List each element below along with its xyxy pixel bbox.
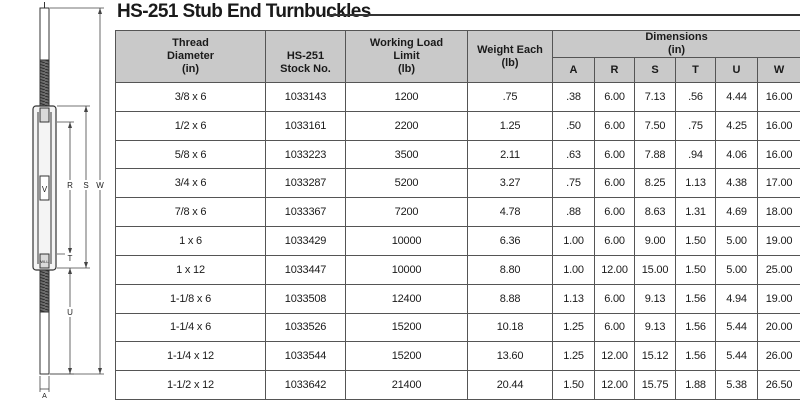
spec-table <box>115 30 800 400</box>
body-mark-wll: WLL <box>40 259 49 264</box>
dim-u-cell: 4.06 <box>716 140 758 169</box>
bottom-stub <box>40 312 49 374</box>
dim-w-cell: 19.00 <box>758 284 800 313</box>
dim-r-cell: 6.00 <box>595 284 635 313</box>
dim-a-cell: 1.50 <box>553 371 595 400</box>
table-row <box>116 111 800 140</box>
header-thread-diameter: Thread Diameter (in) <box>116 31 266 83</box>
table-row <box>116 83 800 112</box>
spec-table-body <box>116 83 800 400</box>
dim-s-cell: 15.12 <box>635 342 676 371</box>
dim-r-cell: 6.00 <box>595 169 635 198</box>
dim-label-r: R <box>67 181 73 190</box>
stock-no-cell: 1033447 <box>266 255 346 284</box>
table-row <box>116 255 800 284</box>
table-row <box>116 140 800 169</box>
dim-w-cell: 16.00 <box>758 140 800 169</box>
thread-diameter-cell: 1 x 12 <box>116 255 266 284</box>
stock-no-cell: 1033544 <box>266 342 346 371</box>
stock-no-cell: 1033223 <box>266 140 346 169</box>
table-row <box>116 371 800 400</box>
dim-u-cell: 5.38 <box>716 371 758 400</box>
dim-w-cell: 18.00 <box>758 198 800 227</box>
header-dim-u: U <box>716 58 758 83</box>
dim-u-cell: 4.44 <box>716 83 758 112</box>
dim-label-u: U <box>67 308 73 317</box>
dim-s-cell: 7.88 <box>635 140 676 169</box>
dim-a-cell: .38 <box>553 83 595 112</box>
dim-r-cell: 6.00 <box>595 140 635 169</box>
top-stub <box>40 8 49 60</box>
working-load-cell: 3500 <box>346 140 468 169</box>
weight-cell: 3.27 <box>468 169 553 198</box>
top-thread <box>40 60 49 106</box>
dim-t-cell: .56 <box>676 83 716 112</box>
dim-s-cell: 7.13 <box>635 83 676 112</box>
weight-cell: 13.60 <box>468 342 553 371</box>
thread-diameter-cell: 1/2 x 6 <box>116 111 266 140</box>
working-load-cell: 1200 <box>346 83 468 112</box>
header-dim-t: T <box>676 58 716 83</box>
dim-s-cell: 8.63 <box>635 198 676 227</box>
dim-u-cell: 5.44 <box>716 342 758 371</box>
working-load-cell: 15200 <box>346 342 468 371</box>
dim-w-cell: 26.00 <box>758 342 800 371</box>
title-rule <box>327 14 800 16</box>
working-load-cell: 12400 <box>346 284 468 313</box>
working-load-cell: 21400 <box>346 371 468 400</box>
thread-diameter-cell: 5/8 x 6 <box>116 140 266 169</box>
dim-w-cell: 16.00 <box>758 111 800 140</box>
working-load-cell: 10000 <box>346 227 468 256</box>
working-load-cell: 7200 <box>346 198 468 227</box>
dim-s-cell: 7.50 <box>635 111 676 140</box>
dim-a-cell: 1.13 <box>553 284 595 313</box>
dim-s-cell: 9.00 <box>635 227 676 256</box>
thread-diameter-cell: 1-1/4 x 12 <box>116 342 266 371</box>
dim-w-cell: 17.00 <box>758 169 800 198</box>
dim-t-cell: 1.88 <box>676 371 716 400</box>
table-row <box>116 227 800 256</box>
dim-a-cell: 1.00 <box>553 227 595 256</box>
dim-t-cell: 1.56 <box>676 342 716 371</box>
stock-no-cell: 1033508 <box>266 284 346 313</box>
page-title: HS-251 Stub End Turnbuckles <box>117 1 371 22</box>
dim-s-cell: 15.75 <box>635 371 676 400</box>
dim-t-cell: 1.50 <box>676 227 716 256</box>
table-row <box>116 342 800 371</box>
working-load-cell: 2200 <box>346 111 468 140</box>
dim-r-cell: 6.00 <box>595 198 635 227</box>
dim-s-cell: 8.25 <box>635 169 676 198</box>
weight-cell: .75 <box>468 83 553 112</box>
dim-u-cell: 4.69 <box>716 198 758 227</box>
dim-s-cell: 9.13 <box>635 284 676 313</box>
stock-no-cell: 1033161 <box>266 111 346 140</box>
weight-cell: 8.88 <box>468 284 553 313</box>
dim-a-cell: .50 <box>553 111 595 140</box>
thread-diameter-cell: 1-1/8 x 6 <box>116 284 266 313</box>
body-mark-v: V <box>41 185 48 194</box>
weight-cell: 20.44 <box>468 371 553 400</box>
dim-a-cell: 1.25 <box>553 313 595 342</box>
thread-diameter-cell: 1 x 6 <box>116 227 266 256</box>
weight-cell: 10.18 <box>468 313 553 342</box>
turnbuckle-diagram <box>0 0 112 400</box>
dim-r-cell: 12.00 <box>595 342 635 371</box>
dim-a-cell: 1.25 <box>553 342 595 371</box>
header-dim-w: W <box>758 58 800 83</box>
stock-no-cell: 1033367 <box>266 198 346 227</box>
table-row <box>116 169 800 198</box>
header-dim-a: A <box>553 58 595 83</box>
working-load-cell: 15200 <box>346 313 468 342</box>
weight-cell: 2.11 <box>468 140 553 169</box>
stock-no-cell: 1033526 <box>266 313 346 342</box>
dim-label-s: S <box>83 181 89 190</box>
header-weight-each: Weight Each (lb) <box>468 31 553 83</box>
table-row <box>116 198 800 227</box>
dim-r-cell: 6.00 <box>595 111 635 140</box>
header-working-load-limit: Working Load Limit (lb) <box>346 31 468 83</box>
dim-w-cell: 26.50 <box>758 371 800 400</box>
dim-a-cell: .63 <box>553 140 595 169</box>
header-dim-s: S <box>635 58 676 83</box>
dim-s-cell: 15.00 <box>635 255 676 284</box>
dim-r-cell: 6.00 <box>595 227 635 256</box>
dim-a-cell: 1.00 <box>553 255 595 284</box>
dim-t-cell: 1.31 <box>676 198 716 227</box>
weight-cell: 8.80 <box>468 255 553 284</box>
dim-t-cell: 1.50 <box>676 255 716 284</box>
stock-no-cell: 1033642 <box>266 371 346 400</box>
dim-label-a: A <box>42 393 47 400</box>
dim-r-cell: 6.00 <box>595 313 635 342</box>
table-row <box>116 313 800 342</box>
header-dimensions: Dimensions (in) <box>553 31 800 58</box>
weight-cell: 1.25 <box>468 111 553 140</box>
dim-r-cell: 12.00 <box>595 371 635 400</box>
thread-diameter-cell: 3/8 x 6 <box>116 83 266 112</box>
dim-a-cell: .88 <box>553 198 595 227</box>
dim-u-cell: 5.44 <box>716 313 758 342</box>
dim-w-cell: 20.00 <box>758 313 800 342</box>
stock-no-cell: 1033143 <box>266 83 346 112</box>
dim-t-cell: .94 <box>676 140 716 169</box>
dim-w-cell: 19.00 <box>758 227 800 256</box>
table-row <box>116 284 800 313</box>
dim-u-cell: 4.25 <box>716 111 758 140</box>
thread-diameter-cell: 7/8 x 6 <box>116 198 266 227</box>
dim-w-cell: 16.00 <box>758 83 800 112</box>
thread-diameter-cell: 1-1/2 x 12 <box>116 371 266 400</box>
working-load-cell: 10000 <box>346 255 468 284</box>
dim-u-cell: 5.00 <box>716 227 758 256</box>
dim-t-cell: 1.13 <box>676 169 716 198</box>
dim-u-cell: 5.00 <box>716 255 758 284</box>
thread-diameter-cell: 1-1/4 x 6 <box>116 313 266 342</box>
dim-t-cell: 1.56 <box>676 284 716 313</box>
dim-t-cell: .75 <box>676 111 716 140</box>
dim-s-cell: 9.13 <box>635 313 676 342</box>
weight-cell: 4.78 <box>468 198 553 227</box>
header-stock-no: HS-251 Stock No. <box>266 31 346 83</box>
dim-u-cell: 4.94 <box>716 284 758 313</box>
dim-t-cell: 1.56 <box>676 313 716 342</box>
dim-label-w: W <box>96 181 104 190</box>
bottom-thread <box>40 270 49 312</box>
working-load-cell: 5200 <box>346 169 468 198</box>
title-bar <box>115 0 800 30</box>
dim-w-cell: 25.00 <box>758 255 800 284</box>
weight-cell: 6.36 <box>468 227 553 256</box>
stock-no-cell: 1033287 <box>266 169 346 198</box>
dim-u-cell: 4.38 <box>716 169 758 198</box>
dim-r-cell: 12.00 <box>595 255 635 284</box>
dim-a-cell: .75 <box>553 169 595 198</box>
dim-r-cell: 6.00 <box>595 83 635 112</box>
header-dim-r: R <box>595 58 635 83</box>
stock-no-cell: 1033429 <box>266 227 346 256</box>
dim-label-t: T <box>67 254 73 263</box>
thread-diameter-cell: 3/4 x 6 <box>116 169 266 198</box>
